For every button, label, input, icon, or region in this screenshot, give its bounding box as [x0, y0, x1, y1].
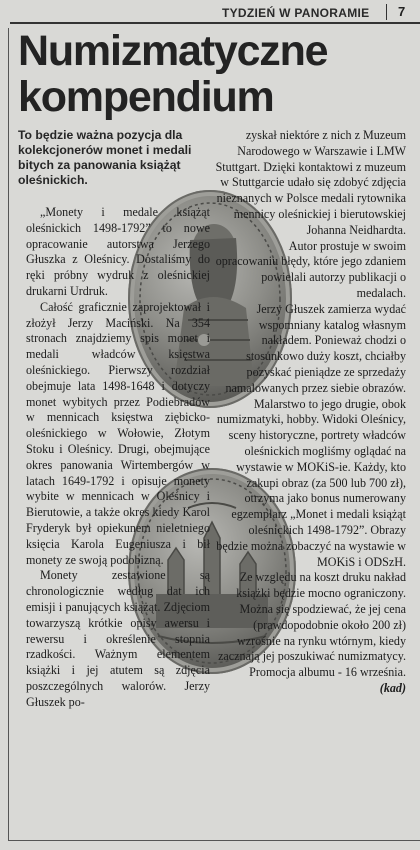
headline-line-2: kompendium [18, 73, 274, 121]
header-rule [10, 22, 420, 24]
page-header [0, 0, 420, 30]
paragraph-intro: „Monety i medale książąt oleśnickich 1498-1792” to nowe opracowanie autorstwa Jerzego Głuszka z Oleśnicy. Dostaliśmy do ręki próbny wydruk z oleśnickiej drukarni Urdruk. [26, 205, 210, 298]
column-rule-bottom [8, 840, 420, 841]
paragraph-funding: Jerzy Głuszek zamierza wydać wspomniany katalog własnym nakładem. Ponieważ chodzi o stosunkowo duży koszt, chciałby pozyskać pieniądze ze sprzedaży namalowanych przez siebie obrazów. Malarstwo to jego drugie, obok numizmatyki, hobby. Widoki Oleśnicy, sceny historyczne, portrety władców oleśnickich mogliśmy oglądać na wystawie w MOKiS-ie. Każdy, kto zakupi obraz (za 500 lub 700 zł), otrzyma jako bonus numerowany egzemplarz „Monet i medali książąt oleśnickich 1498-1792”. Obrazy będzie można zobaczyć na wystawie w MOKiS i ODSzH. [216, 301, 406, 569]
author-signature: (kad) [379, 680, 406, 695]
headline [18, 28, 398, 120]
column-rule-left [8, 28, 9, 840]
paragraph-contents: Całość graficznie zaprojektował i złożył Jerzy Maciński. Na 354 stronach znajdziemy spis monet i medali władców księstwa oleśnickiego. Pierwszy rozdział obejmuje lata 1498-1648 i dotyczy monet wybitych przez Podiebradów w mennicach księstwa ziębicko-oleśnickiego w Wołowie, Złotym Stoku i Oleśnicy. Drugi, obejmujące okres panowania Wirtembergów w latach 1649-1792 i opisuje monety wybite w mennicach w Oleśnicy i Bierutowie, a także okres kiedy Karol Fryderyk był opiekunem nieletniego księcia Karola Eugeniusza i bił monety ze swoją podobizną. [26, 299, 210, 567]
paragraph-corrections: Autor prostuje w swoim opracowaniu błędy, które jego zdaniem powielali autorzy publikacji o medalach. [215, 238, 406, 300]
article-column-left [26, 205, 210, 711]
paragraph-arrangement: Monety zestawione są chronologicznie według dat ich emisji i panujących książąt. Zdjęciom towarzyszą krótkie opisy awersu i rewersu i określenie stopnia rzadkości. Ważnym elementem książki i jej atutem są zdjęcia poszczególnych walorów. Jerzy Głuszek po- [26, 568, 210, 709]
header-separator [386, 4, 387, 20]
paragraph-pricing: Ze względu na koszt druku nakład książki będzie mocno ograniczony. Można się spodziewać, że jej cena (prawdopodobnie około 200 zł) wzrośnie na rynku wtórnym, kiedy zacznają jej poszukiwać numizmatycy. Promocja albumu - 16 września. [218, 570, 406, 680]
lead-paragraph: To będzie ważna pozycja dla kolekcjonerów monet i medali bitych za panowania książąt oleśnickich. [18, 128, 192, 187]
headline-line-1: Numizmatyczne [18, 27, 328, 75]
paragraph-continuation: zyskał niektóre z nich z Muzeum Narodowego w Warszawie i LMW Stuttgart. Dzięki kontaktowi z muzeum w Stuttgarcie udało się zdobyć zdjęcia nieznanych w Polsce medali rytownika mennicy oleśnickiej i bierutowskiej Johanna Neidhardta. [215, 128, 406, 237]
section-name: TYDZIEŃ W PANORAMIE [222, 6, 370, 20]
article-column-right [214, 128, 406, 697]
page-number: 7 [398, 4, 406, 19]
